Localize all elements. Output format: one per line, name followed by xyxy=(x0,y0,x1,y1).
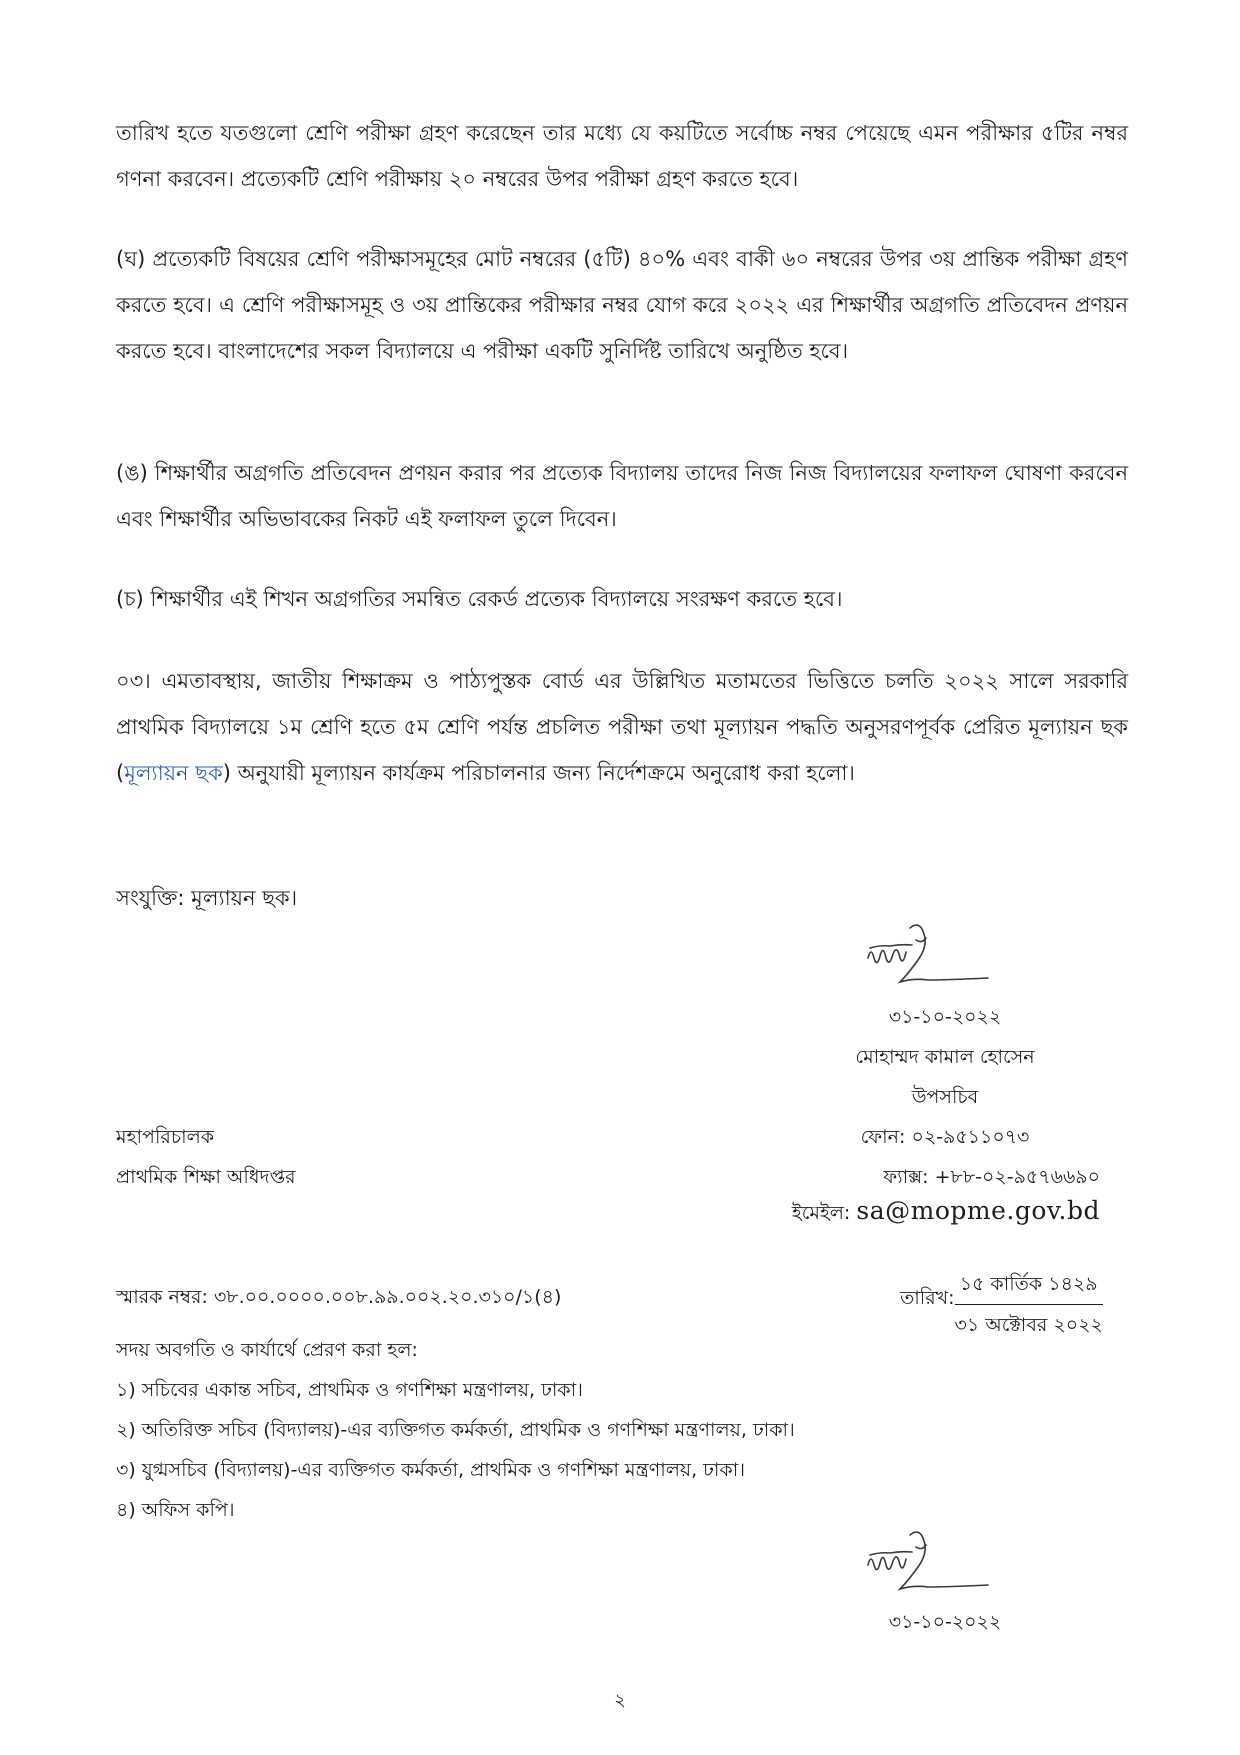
copy-item: ৩) যুগ্মসচিব (বিদ্যালয়)-এর ব্যক্তিগত কর্মকর্তা, প্রাথমিক ও গণশিক্ষা মন্ত্রণালয়, ঢাকা। xyxy=(116,1459,746,1481)
copy-intro: সদয় অবগতি ও কার্যার্থে প্রেরণ করা হল: xyxy=(116,1339,418,1361)
signatory-designation: উপসচিব xyxy=(911,1086,979,1108)
paragraph-cha: (চ) শিক্ষার্থীর এই শিখন অগ্রগতির সমন্বিত রেকর্ড প্রত্যেক বিদ্যালয়ে সংরক্ষণ করতে হবে। xyxy=(116,587,843,611)
email-link[interactable]: sa@mopme.gov.bd xyxy=(856,1196,1100,1225)
paragraph-umo: (ঙ) শিক্ষার্থীর অগ্রগতি প্রতিবেদন প্রণয়ন করার পর প্রত্যেক বিদ্যালয় তাদের নিজ নিজ বিদ্যালয়ের ফলাফল ঘোষণা করবেন এবং শিক্ষার্থীর অভিভাবকের নিকট এই ফলাফল তুলে দিবেন। xyxy=(116,461,1128,531)
recipient-office: প্রাথমিক শিক্ষা অধিদপ্তর xyxy=(116,1166,296,1188)
paragraph-gha: (ঘ) প্রত্যেকটি বিষয়ের শ্রেণি পরীক্ষাসমূহের মোট নম্বরের (৫টি) ৪০% এবং বাকী ৬০ নম্বরের উপর ৩য় প্রান্তিক পরীক্ষা গ্রহণ করতে হবে। এ শ্রেণি পরীক্ষাসমূহ ও ৩য় প্রান্তিকের পরীক্ষার নম্বর যোগ করে ২০২২ এর শিক্ষার্থীর অগ্রগতি প্রতিবেদন প্রণয়ন করতে হবে। বাংলাদেশের সকল বিদ্যালয়ে এ পরীক্ষা একটি সুনির্দিষ্ট তারিখে অনুষ্ঠিত হবে। xyxy=(116,247,1128,363)
signatory-fax: ফ্যাক্স: +৮৮-০২-৯৫৭৬৬৯০ xyxy=(883,1166,1100,1188)
memo-date-bangla: ১৫ কার্তিক ১৪২৯ xyxy=(955,1270,1103,1305)
recipient-title: মহাপরিচালক xyxy=(116,1126,215,1148)
paragraph-section-03-text-a: ০৩। এমতাবস্থায়, জাতীয় শিক্ষাক্রম ও পাঠ্যপুস্তক বোর্ড এর উল্লিখিত মতামতের ভিত্তিতে চলতি ২০২২ সালে সরকারি প্রাথমিক বিদ্যালয়ে ১ম শ্রেণি হতে ৫ম শ্রেণি পর্যন্ত প্রচলিত পরীক্ষা তথা মূল্যায়ন পদ্ধতি অনুসরণপূর্বক প্রেরিত মূল্যায়ন ছক ( xyxy=(116,669,1128,785)
signatory-phone: ফোন: ০২-৯৫১১০৭৩ xyxy=(860,1126,1030,1148)
bottom-signature-date: ৩১-১০-২০২২ xyxy=(888,1611,1002,1633)
signature-image-bottom xyxy=(858,1525,1018,1597)
copy-item: ২) অতিরিক্ত সচিব (বিদ্যালয়)-এর ব্যক্তিগত কর্মকর্তা, প্রাথমিক ও গণশিক্ষা মন্ত্রণালয়, ঢাকা। xyxy=(116,1419,795,1441)
attachment-note: সংযুক্তি: মূল্যায়ন ছক। xyxy=(116,886,298,910)
copy-item: ১) সচিবের একান্ত সচিব, প্রাথমিক ও গণশিক্ষা মন্ত্রণালয়, ঢাকা। xyxy=(116,1379,583,1401)
page-number: ২ xyxy=(614,1690,626,1711)
paragraph-section-03-text-b: ) অনুযায়ী মূল্যায়ন কার্যক্রম পরিচালনার জন্য নির্দেশক্রমে অনুরোধ করা হলো। xyxy=(222,761,855,785)
memo-date-block xyxy=(900,1270,1130,1343)
email-label: ইমেইল: xyxy=(791,1202,857,1224)
signatory-name: মোহাম্মদ কামাল হোসেন xyxy=(855,1046,1035,1068)
memo-number: স্মারক নম্বর: ৩৮.০০.০০০০.০০৮.৯৯.০০২.২০.৩১০/১(৪) xyxy=(116,1286,562,1308)
memo-date-english: ৩১ অক্টোবর ২০২২ xyxy=(954,1314,1103,1336)
memo-date-label: তারিখ: xyxy=(900,1287,955,1309)
paragraph-continuation: তারিখ হতে যতগুলো শ্রেণি পরীক্ষা গ্রহণ করেছেন তার মধ্যে যে কয়টিতে সর্বোচ্চ নম্বর পেয়েছে এমন পরীক্ষার ৫টির নম্বর গণনা করবেন। প্রত্যেকটি শ্রেণি পরীক্ষায় ২০ নম্বরের উপর পরীক্ষা গ্রহণ করতে হবে। xyxy=(116,121,1128,191)
memo-date-fraction xyxy=(955,1270,1103,1343)
paragraph-section-03 xyxy=(116,658,1128,796)
evaluation-sheet-link[interactable]: মূল্যায়ন ছক xyxy=(124,761,223,785)
copy-item: ৪) অফিস কপি। xyxy=(116,1499,235,1521)
signature-image xyxy=(858,918,1018,990)
signatory-email-line xyxy=(700,1196,1100,1231)
signature-date: ৩১-১০-২০২২ xyxy=(888,1006,1002,1028)
